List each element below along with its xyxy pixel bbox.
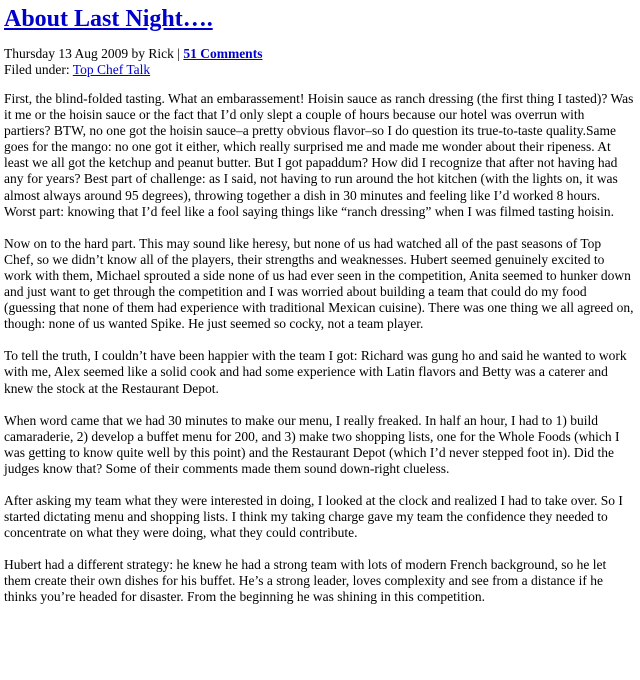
paragraph: To tell the truth, I couldn’t have been happier with the team I got: Richard was gung ho and said he wanted to work with me, Alex seemed like a solid cook and had some experience with Latin flavors and Betty was a caterer and knew the stock at the Restaurant Depot. bbox=[4, 348, 627, 396]
post-byline bbox=[4, 46, 634, 62]
paragraph: Now on to the hard part. This may sound like heresy, but none of us had watched all of the past seasons of Top Chef, so we didn’t know all of the players, their strengths and weaknesses. Hubert seemed genuinely excited to work with them, Michael sprouted a side none of us had ever seen in the competition, Anita seemed to hunker down and just want to get through the competition and I was worried about building a team that could do my food (guessing that none of them had experience with traditional Mexican cuisine). There was one thing we all agreed on, though: none of us wanted Spike. He just seemed so cocky, not a team player. bbox=[4, 235, 634, 332]
post-author: Rick bbox=[148, 46, 174, 61]
post-content bbox=[4, 91, 634, 606]
filed-under-label: Filed under: bbox=[4, 62, 70, 77]
post-meta bbox=[4, 46, 634, 78]
paragraph: After asking my team what they were interested in doing, I looked at the clock and realized I had to take over. So I started dictating menu and shopping lists. I think my taking charge gave my team the confidence they needed to concentrate on what they were doing, what they could contribute. bbox=[4, 492, 623, 541]
post-title bbox=[4, 6, 634, 32]
category-link[interactable]: Top Chef Talk bbox=[72, 62, 151, 77]
post-category bbox=[4, 62, 634, 78]
meta-separator: | bbox=[177, 46, 180, 61]
paragraph: When word came that we had 30 minutes to make our menu, I really freaked. In half an hour, I had to 1) build camaraderie, 2) develop a buffet menu for 200, and 3) make two shopping lists, one for the Whole Foods (which I was getting to know quite well by this point) and the Restaurant Depot (which I’d never stepped foot in). Did the judges know that? Some of their comments made them sound down-right clueless. bbox=[4, 412, 620, 476]
paragraph: Hubert had a different strategy: he knew he had a strong team with lots of modern French background, so he let them create their own dishes for his buffet. He’s a strong leader, loves complexity and see from a distance if he thinks you’re headed for disaster. From the beginning he was shining in this competition. bbox=[4, 557, 607, 605]
byline-by: by bbox=[131, 46, 145, 61]
paragraph: First, the blind-folded tasting. What an embarassement! Hoisin sauce as ranch dressing (the first thing I tasted)? Was it me or the hoisin sauce or the fact that I’d only slept a couple of hours because our hotel was overrun with partiers? BTW, no one got the hoisin sauce–a pretty obvious flavor–so I do question its true-to-taste quality.Same goes for the mango: no one got it either, which really surprised me and made me wonder about their ripeness. At least we all got the ketchup and peanut butter. But I got papaddum? How did I recognize that after not having had any for years? Best part of challenge: as I said, not having to run around the hot kitchen (with the lights on, it was almost always around 95 degrees), throwing together a dish in 30 minutes and feeling like I’d worked 8 hours. Worst part: knowing that I’d feel like a fool saying things like “ranch dressing” when I was filmed tasting hoisin. bbox=[4, 91, 634, 219]
post-date: Thursday 13 Aug 2009 bbox=[4, 46, 129, 61]
comments-link[interactable]: 51 Comments bbox=[183, 46, 263, 61]
post-title-link[interactable]: About Last Night…. bbox=[4, 6, 213, 32]
